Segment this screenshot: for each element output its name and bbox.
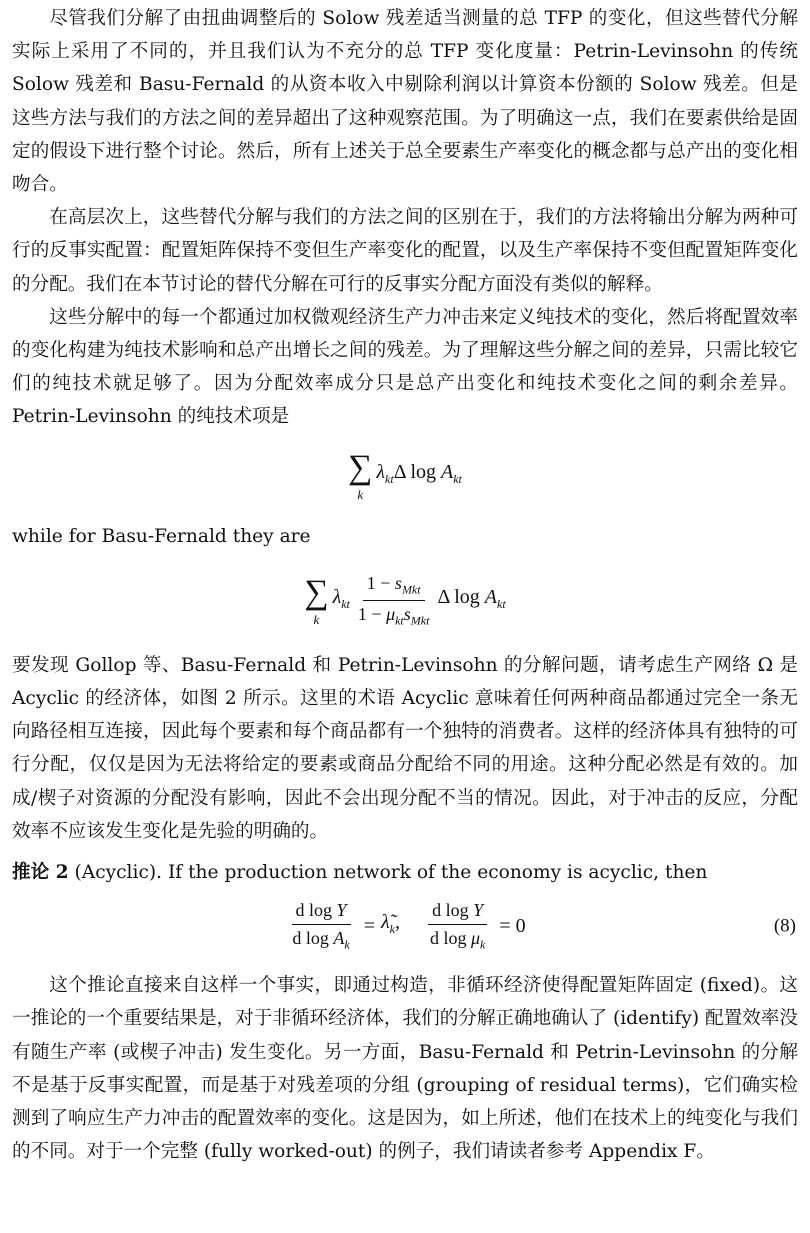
corollary-name: (Acyclic). <box>74 862 163 884</box>
paragraph-basu-fernald-intro: while for Basu-Fernald they are <box>12 525 311 547</box>
fraction-dlogY-dlogA: $\frac{\text{d log Y}}{d \log A_k}$ <box>292 900 350 952</box>
sum-operator: ∑ k <box>348 448 373 502</box>
fraction: $\frac{1 - s_{Mkt}}{1 - \mu_{kt}s_{Mkt}}$ <box>357 572 430 628</box>
paragraph-pure-technology: 这些分解中的每一个都通过加权微观经济生产力冲击来定义纯技术的变化，然后将配置效率的变化构建为纯技术影响和总产出增长之间的残差。为了理解这些分解之间的差异，只需比较它们的纯技术就足够了。因为分配效率成分只是总产出变化和纯技术变化之间的剩余差异。Petrin-Levinsohn 的纯技术项是 <box>12 306 798 428</box>
equation-basu-fernald: ∑ k $\lambda_{kt}$ $\frac{1 - s_{Mkt}}{1 - \mu_{kt}s_{Mkt}}$ Δ $\log A_{kt}$ <box>304 572 506 628</box>
equation-8: $\frac{\text{d log Y}}{d \log A_k}$ = $\lambdã_k$, $\frac{\text{d log Y}}{d \log \mu_k}$ = 0 (8) <box>12 895 798 957</box>
equation-number: (8) <box>773 915 796 937</box>
corollary-label: 推论 2 <box>12 862 69 884</box>
equation-petrin-levinsohn: ∑ k $\lambda_{kt}\Delta$ $\log A_{kt}$ <box>348 448 462 502</box>
paragraph-corollary-discussion: 这个推论直接来自这样一个事实，即通过构造，非循环经济使得配置矩阵固定 (fixed)。这一推论的一个重要结果是，对于非循环经济体，我们的分解正确地确认了 (identify) 配置效率没有随生产率 (或楔子冲击) 发生变化。另一方面，Basu-Fernald 和 Petrin-Levinsohn 的分解不是基于反事实配置，而是基于对残差项的分组 (grouping of residual terms)，它们确实检测到了响应生产力冲击的配置效率的变化。这是因为，如上所述，他们在技术上的纯变化与我们的不同。对于一个完整 (fully worked-out) 的例子，我们请读者参考 Appendix F。 <box>12 975 798 1163</box>
corollary-text: If the production network of the economy is acyclic, then <box>167 862 708 884</box>
paragraph-high-level-difference: 在高层次上，这些替代分解与我们的方法之间的区别在于，我们的方法将输出分解为两种可行的反事实配置：配置矩阵保持不变但生产率变化的配置，以及生产率保持不变但配置矩阵变化的分配。我们在本节讨论的替代分解在可行的反事实分配方面没有类似的解释。 <box>12 207 798 295</box>
paragraph-alternative-decompositions: 尽管我们分解了由扭曲调整后的 Solow 残差适当测量的总 TFP 的变化，但这些替代分解实际上采用了不同的，并且我们认为不充分的总 TFP 变化度量：Petrin-Levinsohn 的传统 Solow 残差和 Basu-Fernald 的从资本收入中剔除利润以计算资本份额的 Solow 残差。但是这些方法与我们的方法之间的差异超出了这种观察范围。为了明确这一点，我们在要素供给是固定的假设下进行整个讨论。然后，所有上述关于总全要素生产率变化的概念都与总产出的变化相吻合。 <box>12 8 798 196</box>
fraction-dlogY-dlogmu: $\frac{\text{d log Y}}{d \log \mu_k}$ <box>429 900 486 952</box>
corollary-statement <box>12 856 798 889</box>
paragraph-acyclic-economy: 要发现 Gollop 等、Basu-Fernald 和 Petrin-Levinsohn 的分解问题，请考虑生产网络 Ω 是 Acyclic 的经济体，如图 2 所示。这里的术语 Acyclic 意味着任何两种商品都通过完全一条无向路径相互连接，因此每个要素和每个商品都有一个独特的消费者。这样的经济体具有独特的可行分配，仅仅是因为无法将给定的要素或商品分配给不同的用途。这种分配必然是有效的。加成/楔子对资源的分配没有影响，因此不会出现分配不当的情况。因此，对于冲击的反应，分配效率不应该发生变化是先验的明确的。 <box>12 654 798 842</box>
sum-operator: ∑ k <box>304 573 329 627</box>
